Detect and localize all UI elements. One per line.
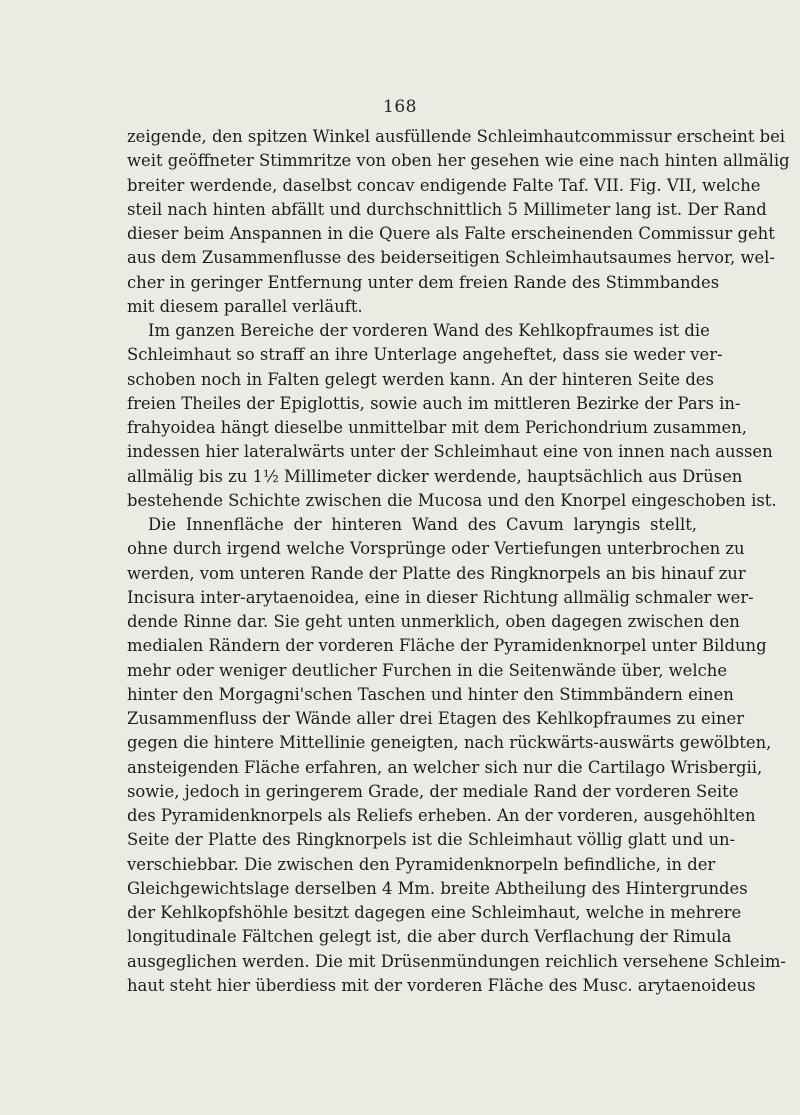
text-line: hinter den Morgagni'schen Taschen und hinter den Stimmbändern einen	[127, 684, 734, 704]
text-line: Gleichgewichtslage derselben 4 Mm. breite Abtheilung des Hintergrundes	[127, 878, 748, 898]
text-line: des Pyramidenknorpels als Reliefs erheben. An der vorderen, ausgehöhlten	[127, 806, 756, 825]
text-line: ohne durch irgend welche Vorsprünge oder Vertiefungen unterbrochen zu	[127, 539, 745, 559]
text-line: aus dem Zusammenflusse des beiderseitigen Schleimhautsaumes hervor, wel-	[127, 248, 775, 268]
text-line: ausgeglichen werden. Die mit Drüsenmündungen reichlich versehene Schleim-	[127, 951, 786, 971]
text-line: schoben noch in Falten gelegt werden kann. An der hinteren Seite des	[127, 369, 714, 389]
body-text	[127, 125, 790, 998]
text-line: Seite der Platte des Ringknorpels ist die Schleimhaut völlig glatt und un-	[127, 830, 736, 850]
text-line: gegen die hintere Mittellinie geneigten, nach rückwärts-auswärts gewölbten,	[127, 733, 772, 753]
text-line: der Kehlkopfshöhle besitzt dagegen eine Schleimhaut, welche in mehrere	[127, 903, 742, 922]
text-line: breiter werdende, daselbst concav endigende Falte Taf. VII. Fig. VII, welche	[127, 175, 761, 195]
page-number: 168	[383, 97, 417, 117]
text-line: werden, vom unteren Rande der Platte des Ringknorpels an bis hinauf zur	[127, 563, 746, 583]
text-line: frahyoidea hängt dieselbe unmittelbar mit dem Perichondrium zusammen,	[127, 418, 748, 437]
text-line: mehr oder weniger deutlicher Furchen in die Seitenwände über, welche	[127, 660, 728, 680]
text-line: dieser beim Anspannen in die Quere als Falte erscheinenden Commissur geht	[127, 224, 775, 243]
text-line: freien Theiles der Epiglottis, sowie auch im mittleren Bezirke der Pars in-	[127, 393, 741, 413]
text-line: Schleimhaut so straff an ihre Unterlage angeheftet, dass sie weder ver-	[127, 345, 723, 365]
text-line: Die Innenfläche der hinteren Wand des Cavum laryngis stellt,	[148, 515, 697, 534]
text-line: mit diesem parallel verläuft.	[127, 296, 363, 316]
text-line: weit geöffneter Stimmritze von oben her gesehen wie eine nach hinten allmälig	[127, 151, 790, 171]
text-line: longitudinale Fältchen gelegt ist, die aber durch Verflachung der Rimula	[127, 927, 732, 947]
text-line: Im ganzen Bereiche der vorderen Wand des Kehlkopfraumes ist die	[148, 321, 710, 340]
text-line: Incisura inter-arytaenoidea, eine in dieser Richtung allmälig schmaler wer-	[127, 587, 754, 607]
text-line: medialen Rändern der vorderen Fläche der Pyramidenknorpel unter Bildung	[127, 636, 767, 656]
text-line: cher in geringer Entfernung unter dem freien Rande des Stimmbandes	[127, 272, 720, 292]
text-line: zeigende, den spitzen Winkel ausfüllende Schleimhautcommissur erscheint bei	[127, 127, 786, 146]
text-line: bestehende Schichte zwischen die Mucosa und den Knorpel eingeschoben ist.	[127, 490, 777, 510]
text-line: verschiebbar. Die zwischen den Pyramidenknorpeln befindliche, in der	[127, 854, 716, 874]
text-line: Zusammenfluss der Wände aller drei Etagen des Kehlkopfraumes zu einer	[127, 709, 745, 728]
text-line: dende Rinne dar. Sie geht unten unmerklich, oben dagegen zwischen den	[127, 612, 740, 631]
text-line: steil nach hinten abfällt und durchschnittlich 5 Millimeter lang ist. Der Rand	[127, 199, 767, 219]
text-line: allmälig bis zu 1½ Millimeter dicker werdende, hauptsächlich aus Drüsen	[127, 466, 743, 486]
text-line: sowie, jedoch in geringerem Grade, der mediale Rand der vorderen Seite	[127, 781, 739, 801]
text-line: indessen hier lateralwärts unter der Schleimhaut eine von innen nach aussen	[127, 442, 773, 462]
text-line: ansteigenden Fläche erfahren, an welcher sich nur die Cartilago Wrisbergii,	[127, 757, 763, 777]
text-line: haut steht hier überdiess mit der vorderen Fläche des Musc. arytaenoideus	[127, 975, 756, 995]
